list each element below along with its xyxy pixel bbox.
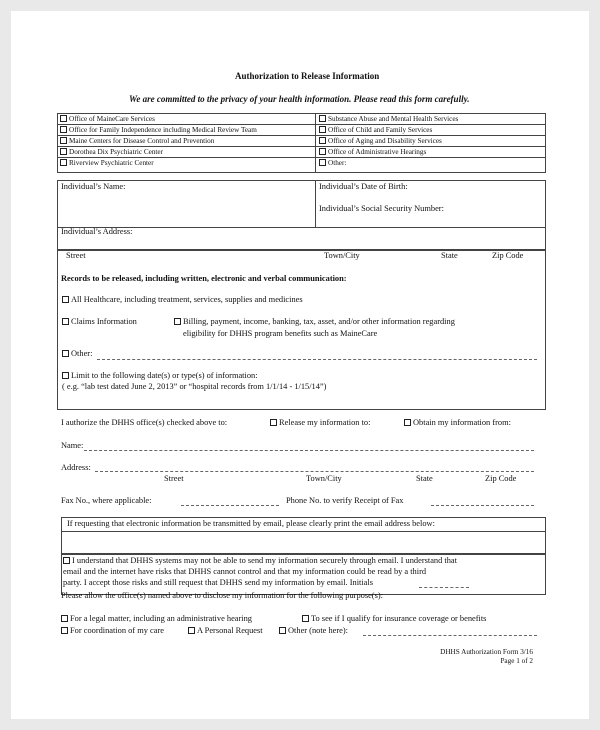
form-id: DHHS Authorization Form 3/16 — [440, 648, 533, 656]
authorize-lead: I authorize the DHHS office(s) checked above to: — [61, 418, 228, 427]
checkbox-icon[interactable] — [319, 148, 326, 155]
offices-row-divider — [57, 157, 546, 158]
records-all-healthcare-checkbox[interactable] — [62, 295, 303, 304]
records-other-checkbox[interactable] — [62, 349, 92, 358]
records-limit-checkbox[interactable] — [62, 371, 258, 380]
purpose-personal-checkbox[interactable] — [188, 626, 263, 635]
recipient-state-label: State — [416, 474, 433, 483]
office-label: Other: — [328, 159, 347, 167]
offices-divider — [315, 113, 316, 172]
office-checkbox-dorothea-dix[interactable] — [60, 148, 163, 156]
checkbox-icon[interactable] — [63, 557, 70, 564]
office-checkbox-admin-hearings[interactable] — [319, 148, 426, 156]
checkbox-icon[interactable] — [60, 137, 67, 144]
purpose-other-field[interactable] — [363, 635, 537, 636]
initials-field[interactable] — [419, 587, 469, 588]
checkbox-icon[interactable] — [60, 126, 67, 133]
records-option-label: Other: — [71, 349, 93, 358]
recipient-address-field[interactable] — [95, 471, 534, 472]
obtain-checkbox[interactable] — [404, 418, 511, 427]
checkbox-icon[interactable] — [319, 126, 326, 133]
recipient-town-label: Town/City — [306, 474, 342, 483]
records-option-label: All Healthcare, including treatment, services, supplies and medicines — [71, 295, 303, 304]
address-state-label: State — [441, 251, 458, 260]
purpose-coordination-checkbox[interactable] — [61, 626, 164, 635]
form-subtitle: We are committed to the privacy of your health information. Please read this form carefully. — [129, 94, 470, 104]
office-label: Maine Centers for Disease Control and Prevention — [69, 137, 215, 145]
individual-name-label: Individual’s Name: — [61, 182, 126, 191]
email-consent-line3 — [63, 578, 373, 587]
checkbox-icon[interactable] — [319, 115, 326, 122]
release-label: Release my information to: — [279, 418, 371, 427]
records-limit-example: ( e.g. “lab test dated June 2, 2013” or “hospital records from 1/1/14 - 1/15/14”) — [62, 382, 327, 391]
office-checkbox-samhs[interactable] — [319, 115, 458, 123]
email-address-field[interactable] — [61, 553, 546, 555]
office-label: Substance Abuse and Mental Health Services — [328, 115, 459, 123]
office-checkbox-other[interactable] — [319, 159, 346, 167]
purpose-insurance-checkbox[interactable] — [302, 614, 486, 623]
checkbox-icon[interactable] — [319, 137, 326, 144]
purpose-label: To see if I qualify for insurance coverage or benefits — [311, 614, 487, 623]
checkbox-icon[interactable] — [62, 372, 69, 379]
address-line[interactable] — [57, 249, 546, 251]
checkbox-icon[interactable] — [270, 419, 277, 426]
offices-row-divider — [57, 124, 546, 125]
phone-verify-label: Phone No. to verify Receipt of Fax — [286, 496, 404, 505]
email-row-divider — [61, 531, 546, 532]
checkbox-icon[interactable] — [62, 296, 69, 303]
purpose-heading: Please allow the office(s) named above to disclose my information for the following purpose(s): — [61, 591, 383, 600]
checkbox-icon[interactable] — [61, 615, 68, 622]
purpose-other-checkbox[interactable] — [279, 626, 348, 635]
purpose-label: For a legal matter, including an administrative hearing — [70, 614, 252, 623]
offices-row-divider — [57, 146, 546, 147]
individual-address-label: Individual’s Address: — [61, 227, 133, 236]
records-heading: Records to be released, including written, electronic and verbal communication: — [61, 274, 347, 283]
office-label: Office of Child and Family Services — [328, 126, 433, 134]
office-checkbox-mainecare[interactable] — [60, 115, 155, 123]
checkbox-icon[interactable] — [302, 615, 309, 622]
purpose-legal-checkbox[interactable] — [61, 614, 252, 623]
checkbox-icon[interactable] — [60, 115, 67, 122]
checkbox-icon[interactable] — [60, 159, 67, 166]
office-label: Office of MaineCare Services — [69, 115, 155, 123]
address-town-label: Town/City — [324, 251, 360, 260]
recipient-name-field[interactable] — [84, 450, 534, 451]
checkbox-icon[interactable] — [404, 419, 411, 426]
records-billing-line2: eligibility for DHHS program benefits such as MaineCare — [183, 329, 378, 338]
records-option-label: Limit to the following date(s) or type(s) of information: — [71, 371, 258, 380]
recipient-street-label: Street — [164, 474, 184, 483]
office-checkbox-family-independence[interactable] — [60, 126, 257, 134]
page-number — [500, 657, 533, 665]
recipient-address-label: Address: — [61, 463, 91, 472]
purpose-label: For coordination of my care — [70, 626, 164, 635]
checkbox-icon[interactable] — [62, 350, 69, 357]
fax-label: Fax No., where applicable: — [61, 496, 152, 505]
address-street-label: Street — [66, 251, 86, 260]
purpose-label: Other (note here): — [288, 626, 348, 635]
records-option-label: Claims Information — [71, 317, 137, 326]
records-option-label: Billing, payment, income, banking, tax, asset, and/or other information regarding — [183, 317, 455, 326]
office-checkbox-aging-disability[interactable] — [319, 137, 442, 145]
phone-verify-field[interactable] — [431, 505, 534, 506]
office-label: Riverview Psychiatric Center — [69, 159, 154, 167]
checkbox-icon[interactable] — [174, 318, 181, 325]
email-consent-line3-text: party. I accept those risks and still request that DHHS send my information by email. — [63, 578, 348, 587]
address-zip-label: Zip Code — [492, 251, 524, 260]
obtain-label: Obtain my information from: — [413, 418, 511, 427]
offices-row-divider — [57, 135, 546, 136]
purpose-label: A Personal Request — [197, 626, 263, 635]
office-checkbox-riverview[interactable] — [60, 159, 154, 167]
form-title: Authorization to Release Information — [235, 71, 380, 81]
individual-dob-label: Individual’s Date of Birth: — [319, 182, 408, 191]
records-billing-checkbox[interactable] — [174, 317, 455, 326]
page-total: 2 — [529, 657, 533, 665]
office-checkbox-maine-cdc[interactable] — [60, 137, 214, 145]
email-consent-text: I understand that DHHS systems may not be able to send my information securely through email. I understand that — [72, 556, 457, 565]
checkbox-icon[interactable] — [279, 627, 286, 634]
fax-field[interactable] — [181, 505, 279, 506]
individual-divider — [315, 180, 316, 227]
individual-ssn-label: Individual’s Social Security Number: — [319, 204, 444, 213]
email-consent-line2: email and the internet have risks that DHHS cannot control and that my information could be read by a third — [63, 567, 427, 576]
page-current: 1 — [516, 657, 520, 665]
checkbox-icon[interactable] — [188, 627, 195, 634]
form-page — [11, 11, 589, 719]
office-label: Office of Aging and Disability Services — [328, 137, 442, 145]
office-label: Office for Family Independence including Medical Review Team — [69, 126, 257, 134]
office-checkbox-child-family[interactable] — [319, 126, 432, 134]
page-prefix: Page — [500, 657, 515, 665]
checkbox-icon[interactable] — [319, 159, 326, 166]
checkbox-icon[interactable] — [60, 148, 67, 155]
initials-label: Initials — [349, 578, 373, 587]
office-label: Office of Administrative Hearings — [328, 148, 427, 156]
email-consent-checkbox[interactable] — [63, 556, 457, 565]
email-instruction: If requesting that electronic information be transmitted by email, please clearly print the email address below: — [67, 519, 435, 528]
checkbox-icon[interactable] — [62, 318, 69, 325]
checkbox-icon[interactable] — [61, 627, 68, 634]
records-claims-checkbox[interactable] — [62, 317, 137, 326]
records-other-field[interactable] — [97, 359, 537, 360]
office-label: Dorothea Dix Psychiatric Center — [69, 148, 164, 156]
recipient-zip-label: Zip Code — [485, 474, 517, 483]
page-of: of — [521, 657, 528, 665]
recipient-name-label: Name: — [61, 441, 84, 450]
release-checkbox[interactable] — [270, 418, 370, 427]
